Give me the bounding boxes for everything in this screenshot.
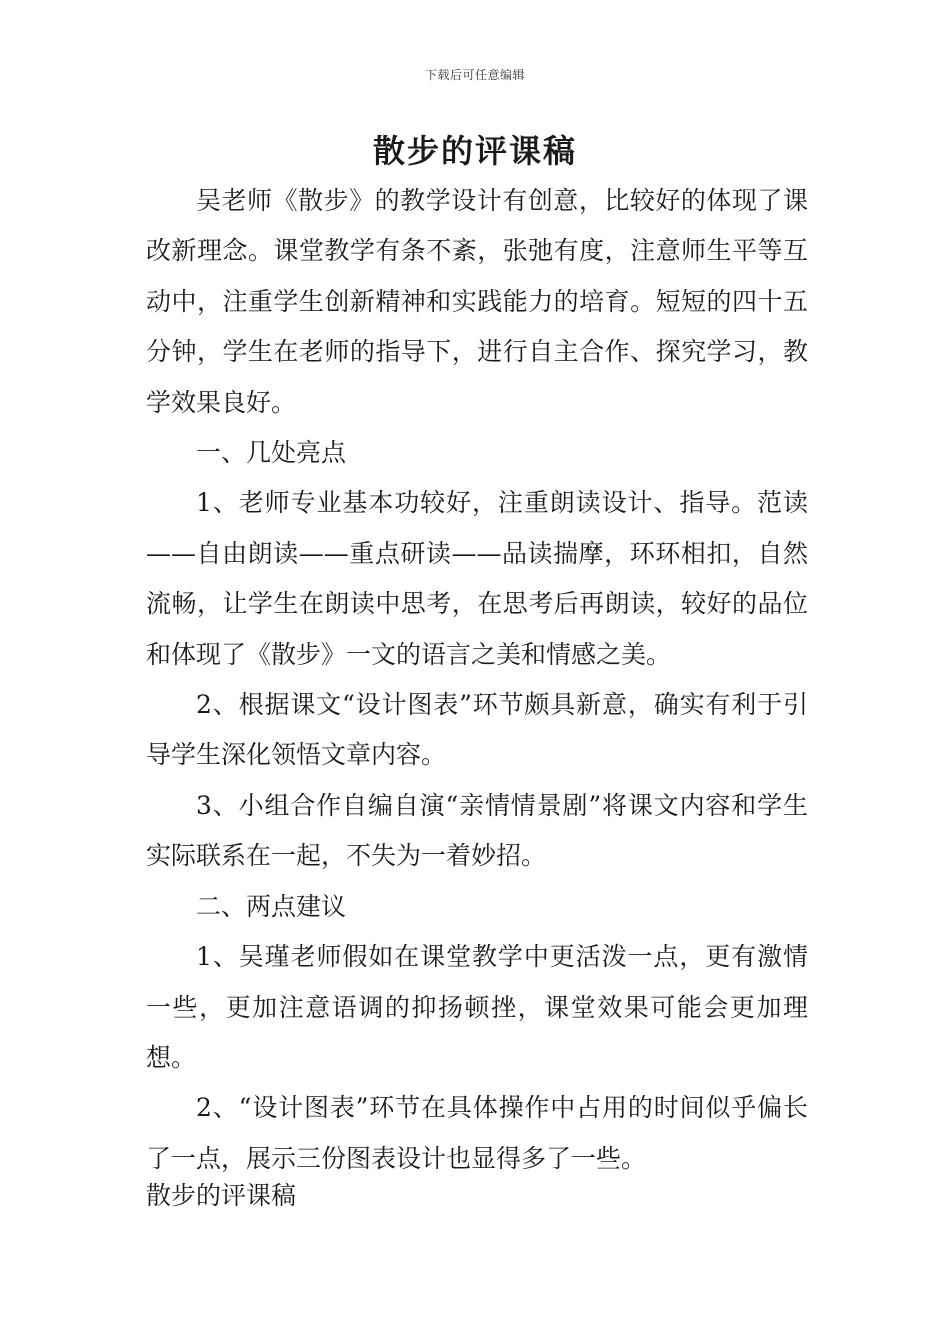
document-body (146, 176, 808, 1184)
section-heading-highlights: 一、几处亮点 (196, 438, 347, 468)
paragraph-highlight-3: 3、小组合作自编自演“亲情情景剧”将课文内容和学生实际联系在一起，不失为一着妙招。 (146, 790, 808, 871)
paragraph-suggestion-2: 2、“设计图表”环节在具体操作中占用的时间似乎偏长了一点，展示三份图表设计也显得多了一些。 (146, 1093, 808, 1173)
paragraph-intro: 吴老师《散步》的教学设计有创意，比较好的体现了课改新理念。课堂教学有条不紊，张弛有度，注意师生平等互动中，注重学生创新精神和实践能力的培育。短短的四十五分钟，学生在老师的指导下，进行自主合作、探究学习，教学效果良好。 (146, 186, 808, 417)
document-title: 散步的评课稿 (372, 132, 577, 170)
footer-title: 散步的评课稿 (146, 1181, 297, 1210)
header-note: 下载后可任意编辑 (424, 68, 525, 82)
paragraph-highlight-2: 2、根据课文“设计图表”环节颇具新意，确实有利于引导学生深化领悟文章内容。 (146, 690, 808, 770)
section-heading-suggestions: 二、两点建议 (196, 891, 347, 921)
paragraph-suggestion-1: 1、吴瑾老师假如在课堂教学中更活泼一点，更有激情一些，更加注意语调的抑扬顿挫，课堂效果可能会更加理想。 (146, 942, 808, 1072)
paragraph-highlight-1: 1、老师专业基本功较好，注重朗读设计、指导。范读——自由朗读——重点研读——品读揣摩，环环相扣，自然流畅，让学生在朗读中思考，在思考后再朗读，较好的品位和体现了《散步》一文的语言之美和情感之美。 (146, 488, 808, 669)
